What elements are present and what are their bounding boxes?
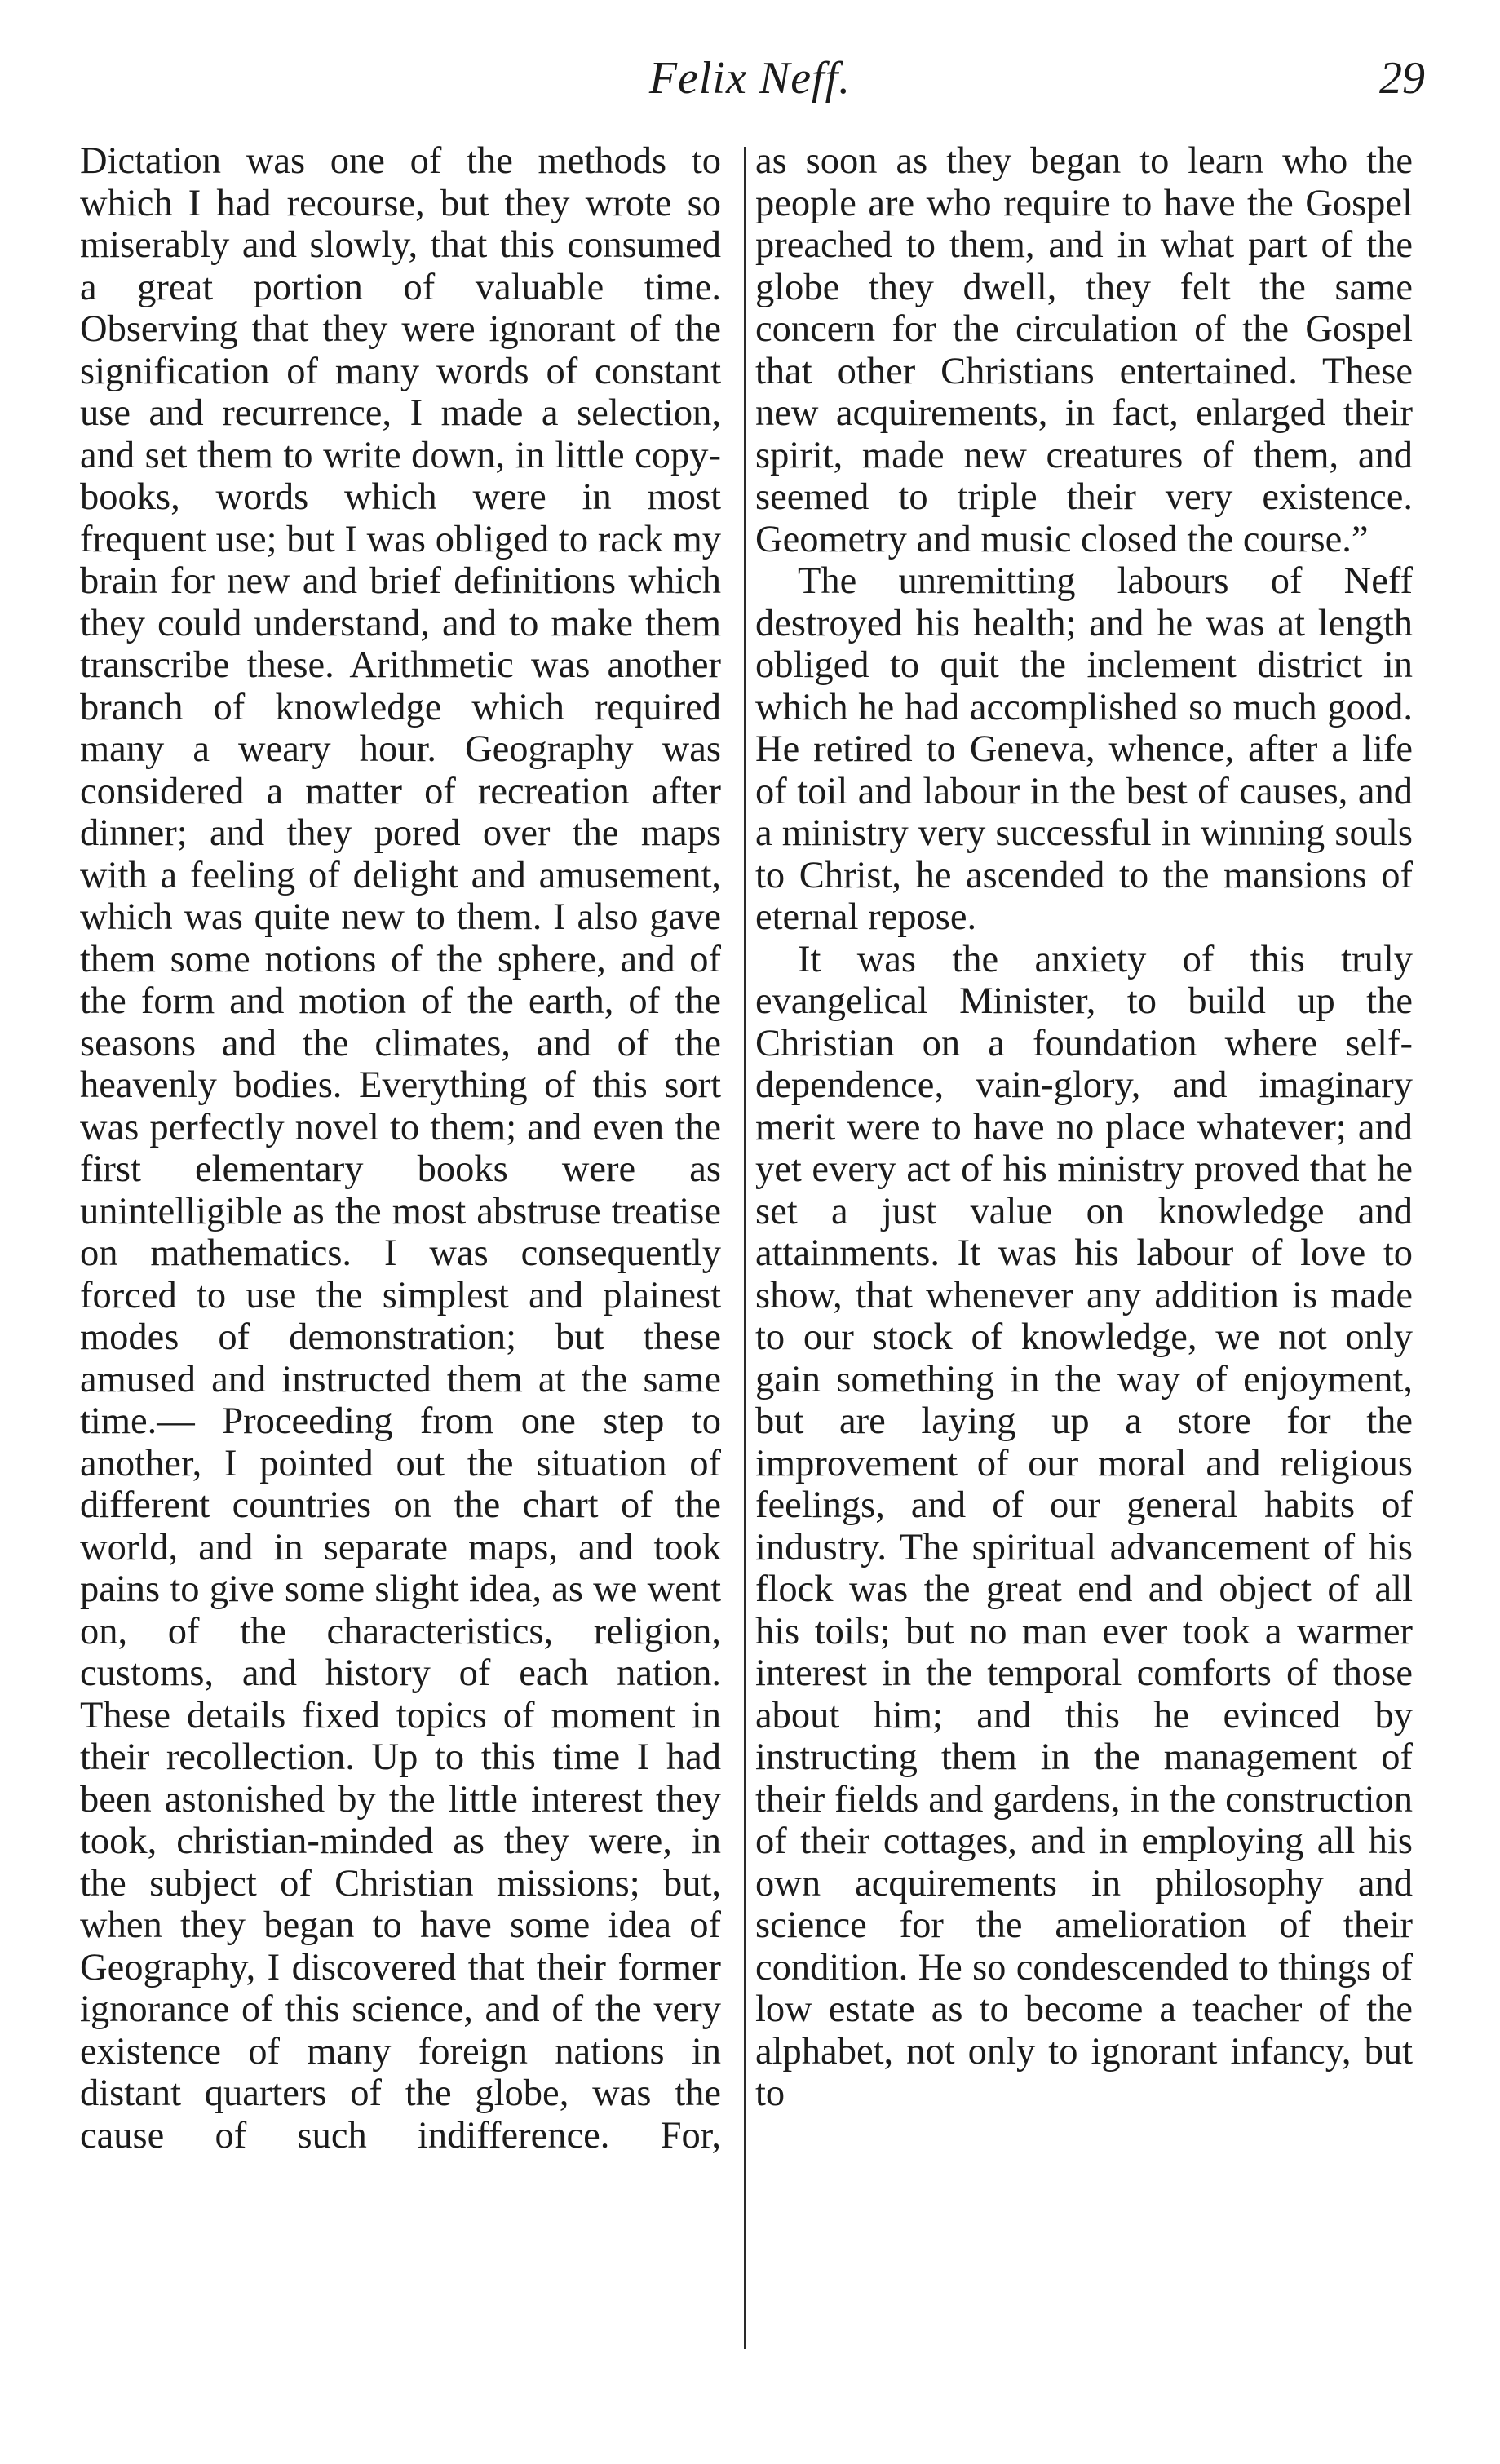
paragraph: Dictation was one of the methods to which I had recourse, but they wrote so miserably and slowly, that this consumed a great portion of valuable time. Observing that they were ignorant of the signification of many words of constant use and recurrence, I made a selection, and set them to write down, in little copy-books, words which were in most frequent use; but I was obliged to rack my brain for new and brief definitions which they could understand, and to make them transcribe these. Arithmetic was another branch of knowledge which required many a weary hour. Geography was considered a matter of recreation after dinner; and they pored over the maps with a feeling of delight and amusement, which was quite new to them. I also gave them some notions of the sphere, and of the form and motion of the earth, of the seasons and the climates, and of the heavenly bodies. Everything of this sort was perfectly novel to them; and even the first elementary books were as unintelligible as the most abstruse treatise on mathematics. I was consequently forced to use the simplest and plainest modes of demonstration; but these amused and instructed them at the same time.— Proceeding from one step to another, I pointed out the situation of different countries on the chart of the world, and in separate maps, and took pains to give some slight idea, as we went on, of the characteristics, religion, customs, and history of each nation. These details fixed topics of moment in their recollection. Up to this time I had been astonished by the little interest they took, christian-minded as they were, in the subject of Christian missions; but, when they began to have some idea of Geography, I discovered that their former ignorance of this science, and of the very existence of many foreign nations in distant quarters of the globe, was the cause of such indifference. For, [80,140,721,2157]
running-title: Felix Neff. [648,53,852,104]
paragraph: The unremitting labours of Neff destroyed his health; and he was at length obliged to quit the inclement district in which he had accomplished so much good. He retired to Geneva, whence, after a life of toil and labour in the best of causes, and a ministry very successful in winning souls to Christ, he ascended to the mansions of eternal repose. [755,560,1413,938]
right-column [755,140,1413,2115]
paragraph: It was the anxiety of this truly evangelical Minister, to build up the Christian on a foundation where self-dependence, vain-glory, and imaginary merit were to have no place whatever; and yet every act of his ministry proved that he set a just value on knowledge and attainments. It was his labour of love to show, that whenever any addition is made to our stock of knowledge, we not only gain something in the way of enjoyment, but are laying up a store for the improvement of our moral and religious feelings, and of our general habits of industry. The spiritual advancement of his flock was the great end and object of all his toils; but no man ever took a warmer interest in the temporal comforts of those about him; and this he evinced by instructing them in the management of their fields and gardens, in the construction of their cottages, and in employing all his own acquirements in philosophy and science for the amelioration of their condition. He so condescended to things of low estate as to become a teacher of the alphabet, not only to ignorant infancy, but to [755,938,1413,2114]
page-number: 29 [1379,53,1425,104]
column-divider [744,147,746,2349]
paragraph: as soon as they began to learn who the people are who require to have the Gospel preached to them, and in what part of the globe they dwell, they felt the same concern for the circulation of the Gospel that other Christians entertained. These new acquirements, in fact, enlarged their spirit, made new creatures of them, and seemed to triple their very existence. Geometry and music closed the course.” [755,140,1413,560]
left-column [80,140,721,2157]
page-header [0,52,1500,117]
